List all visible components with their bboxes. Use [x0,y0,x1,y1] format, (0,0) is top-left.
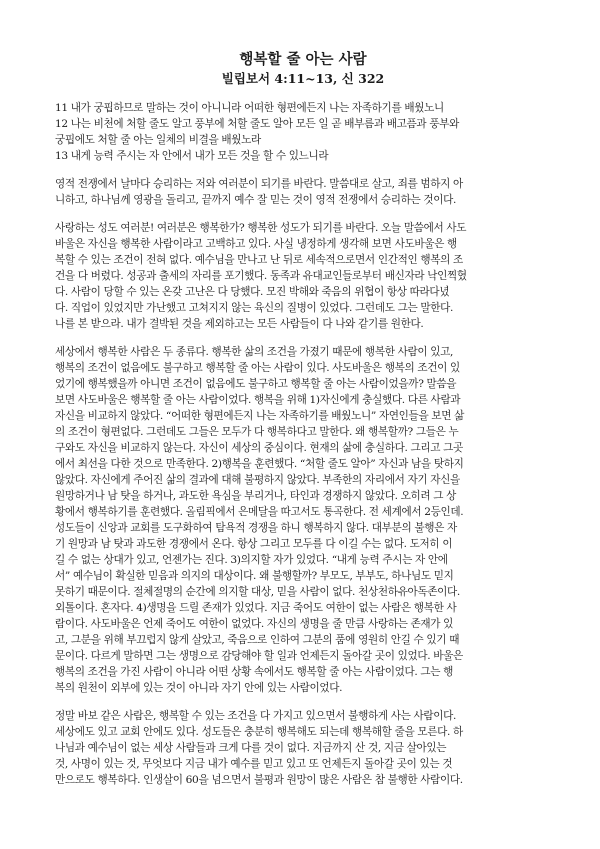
text-line: 12 나는 비천에 처할 줄도 알고 풍부에 처할 줄도 알아 모든 일 곧 배부름과 배고픔과 풍부와 [55,118,459,130]
text-line: 건을 다 버렸다. 성공과 출세의 자리를 포기했다. 동족과 유대교인들로부터 배신자라 낙인찍혔 [55,270,467,282]
text-line: 세상에도 있고 교회 안에도 있다. 성도들은 충분히 행복해도 되는데 행복해할 줄을 모른다. 하 [55,726,463,738]
text-line: 만으로도 행복하다. 인생살이 60을 넘으면서 불평과 원망이 많은 사람은 참 불행한 사람이다. [55,774,463,786]
text-line: 않았다. 자신에게 주어진 삶의 결과에 대해 불평하지 않았다. 부족한의 자리에서 자기 자신을 [55,474,460,486]
body-paragraph [55,176,551,208]
text-line: 영적 전쟁에서 날마다 승리하는 저와 여러분이 되기를 바란다. 말씀대로 살고, 죄를 범하지 아 [55,178,463,190]
text-line: 기 원망과 남 탓과 과도한 경쟁에서 온다. 항상 그리고 모두를 다 이길 수는 없다. 도저히 이 [55,538,453,550]
scripture-text [55,100,551,164]
text-line: 나를 본 받으라. 내가 결박된 것을 제외하고는 모든 사람들이 다 나와 같기를 원한다. [55,318,424,330]
text-line: 람이다. 사도바울은 언제 죽어도 여한이 없었다. 자신의 생명을 줄 만큼 사랑하는 존재가 있 [55,618,454,630]
text-line: 정말 바보 같은 사람은, 행복할 수 있는 조건을 다 가지고 있으면서 불행하게 사는 사람이다. [55,710,457,722]
text-line: 다. 사람이 당할 수 있는 온갖 고난은 다 당했다. 모진 박해와 죽음의 위협이 항상 따라다녔 [55,286,450,298]
text-line: 의 조건이 형편없다. 그런데도 그들은 모두가 다 행복하다고 말한다. 왜 행복할까? 그들은 누 [55,426,459,438]
text-line: 바울은 자신을 행복한 사람이라고 고백하고 있다. 사실 냉정하게 생각해 보면 사도바울은 행 [55,238,457,250]
text-line: 서” 예수님이 확실한 믿음과 의지의 대상이다. 왜 불행할까? 부모도, 부부도, 하나님도 믿지 [55,570,454,582]
text-line: 었기에 행복했을까 아니면 조건이 없음에도 불구하고 행복할 줄 아는 사람이었을까? 말씀을 [55,378,457,390]
text-line: 나님과 예수님이 없는 세상 사람들과 크게 다를 것이 없다. 지금까지 산 것, 지금 살아있는 [55,742,447,754]
text-line: 길 수 없는 상대가 있고, 언젠가는 진다. 3)의지할 자가 있었다. “내게 능력 주시는 자 안에 [55,554,448,566]
body-paragraph [55,708,551,788]
text-line: 것, 사명이 있는 것, 무엇보다 지금 내가 예수를 믿고 있고 또 언제든지 돌아갈 곳이 있는 것 [55,758,453,770]
text-line: 성도들이 신앙과 교회를 도구화하여 탐욕적 경쟁을 하니 행복하지 않다. 대부분의 불행은 자 [55,522,457,534]
text-line: 복할 수 있는 조건이 전혀 없다. 예수님을 만나고 난 뒤로 세속적으로면서 인간적인 행복의 조 [55,254,463,266]
text-line: 황에서 행복하기를 훈련했다. 올림픽에서 은메달을 따고서도 통곡한다. 전 세계에서 2등인데. [55,506,464,518]
text-line: 행복의 조건을 가진 사람이 아니라 어떤 상황 속에서도 행복할 줄 아는 사람이었다. 그는 행 [55,666,454,678]
text-line: 에서 최선을 다한 것으로 만족한다. 2)행복을 훈련했다. “처할 줄도 알아” 자신과 남을 탓하지 [55,458,464,470]
text-line: 13 내게 능력 주시는 자 안에서 내가 모든 것을 할 수 있느니라 [55,150,329,162]
text-line: 세상에서 행복한 사람은 두 종류다. 행복한 삶의 조건을 가졌기 때문에 행복한 사람이 있고, [55,346,454,358]
text-line: 궁핍에도 처할 줄 아는 일체의 비결을 배웠노라 [55,134,261,146]
text-line: 사랑하는 성도 여러분! 여러분은 행복한가? 행복한 성도가 되기를 바란다. 오늘 말씀에서 사도 [55,222,467,234]
text-line: 11 내가 궁핍하므로 말하는 것이 아니니라 어떠한 형편에든지 나는 자족하기를 배웠노니 [55,102,444,114]
text-line: 니하고, 하나님께 영광을 돌리고, 끝까지 예수 잘 믿는 것이 영적 전쟁에서 승리하는 것이다. [55,194,457,206]
text-line: 행복의 조건이 없음에도 불구하고 행복할 줄 아는 사람이 있다. 사도바울은 행복의 조건이 있 [55,362,460,374]
text-line: 자신을 비교하지 않았다. “어떠한 형편에든지 나는 자족하기를 배웠노니” 자연인들을 보면 삶 [55,410,465,422]
text-line: 원망하거나 남 탓을 하거나, 과도한 욕심을 부리거나, 타인과 경쟁하지 않았다. 오히려 그 상 [55,490,457,502]
text-line: 복의 원천이 외부에 있는 것이 아니라 자기 안에 있는 사람이었다. [55,682,343,694]
sermon-body [55,100,551,788]
body-paragraph [55,344,551,696]
text-line: 보면 사도바울은 행복할 줄 아는 사람이었다. 행복을 위해 1)자신에게 충실했다. 다른 사람과 [55,394,461,406]
text-line: 고, 그분을 위해 부끄럽지 않게 살았고, 죽음으로 인하여 그분의 품에 영원히 안길 수 있기 때 [55,634,460,646]
text-line: 구와도 자신을 비교하지 않는다. 자신이 세상의 중심이다. 현재의 삶에 충실하다. 그리고 그곳 [55,442,463,454]
text-line: 외톨이다. 혼자다. 4)생명을 드릴 존재가 있었다. 지금 죽어도 여한이 없는 사람은 행복한 사 [55,602,457,614]
sermon-title: 행복할 줄 아는 사람 [239,51,367,68]
scripture-reference: 빌립보서 4:11~13, 신 322 [221,71,385,86]
text-line: 문이다. 다르게 말하면 그는 생명으로 감당해야 할 일과 언제든지 돌아갈 곳이 있었다. 바울은 [55,650,463,662]
body-paragraph [55,220,551,332]
text-line: 다. 직업이 있었지만 가난했고 고쳐지지 않는 육신의 질병이 있었다. 그런데도 그는 말한다. [55,302,454,314]
document-page [55,50,551,800]
text-line: 못하기 때문이다. 절체절명의 순간에 의지할 대상, 믿을 사람이 없다. 천상천하유아독존이다. [55,586,460,598]
